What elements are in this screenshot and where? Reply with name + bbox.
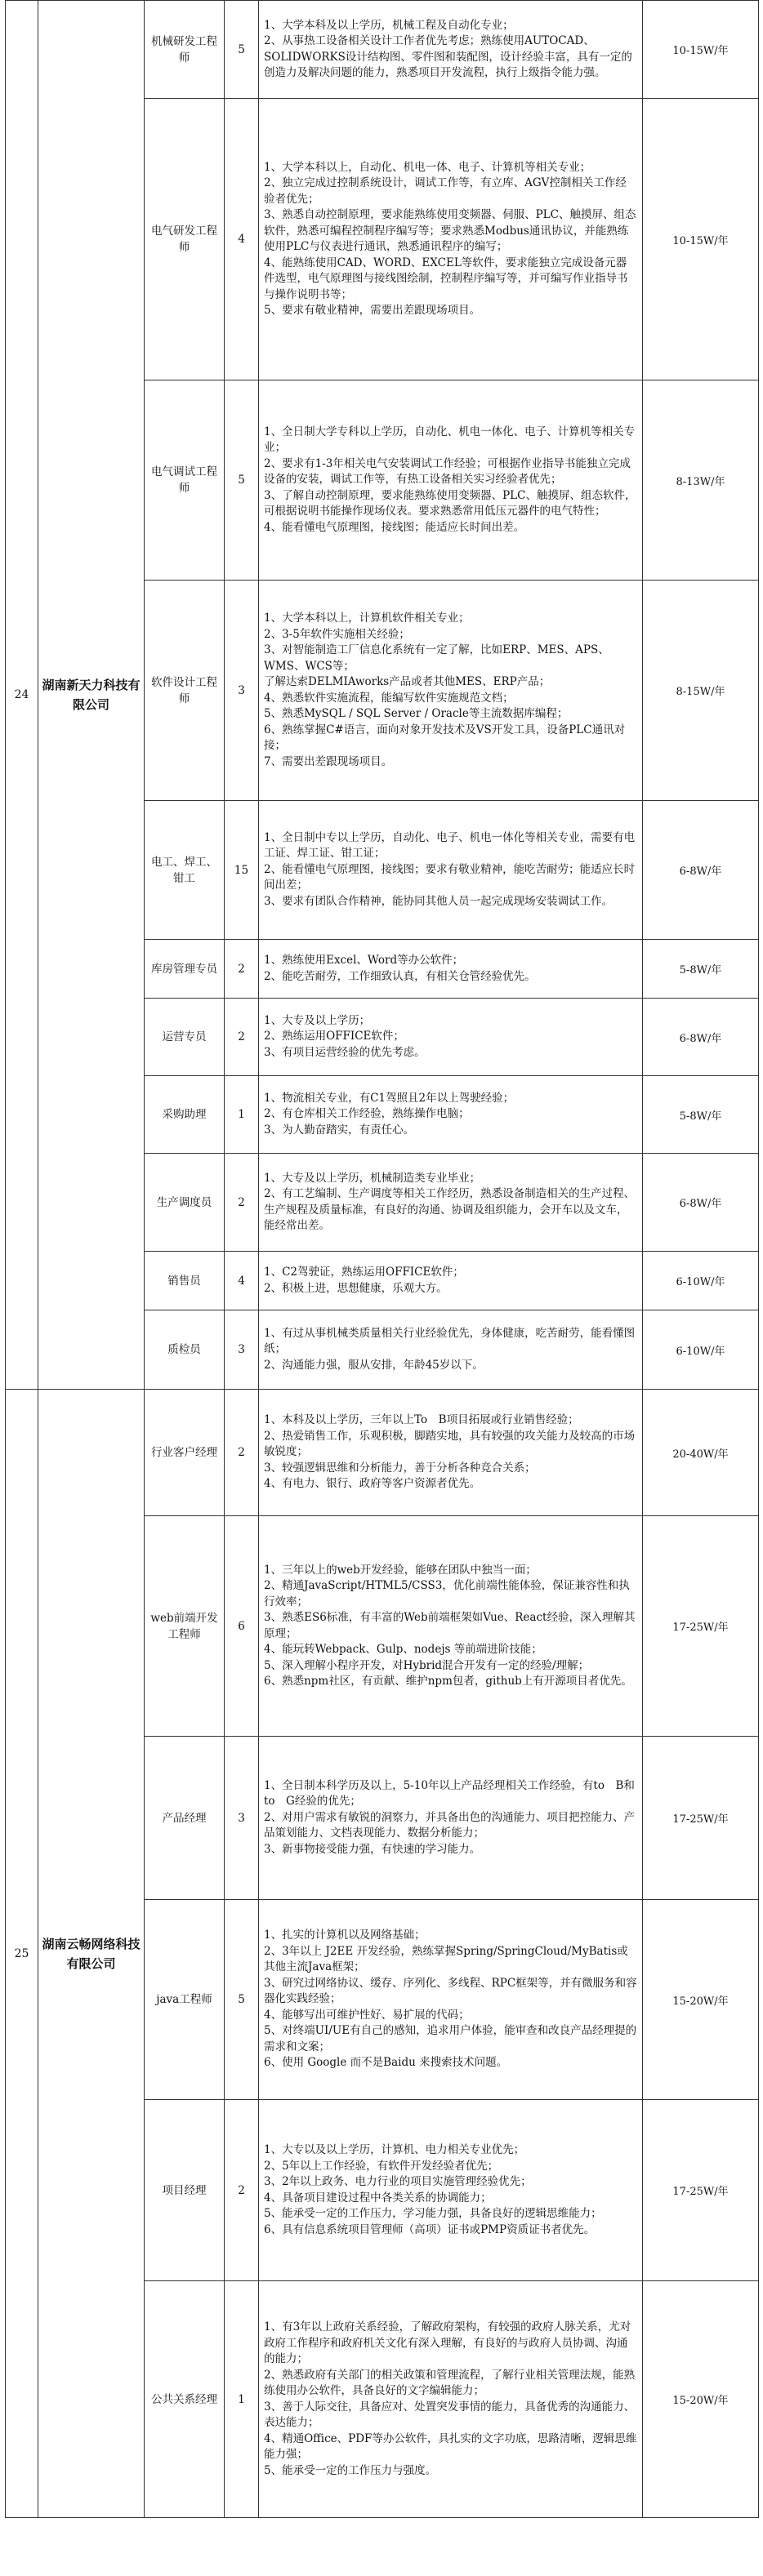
job-title: 公共关系经理 xyxy=(145,2281,225,2518)
requirement-line: 1、大学本科以上，自动化、机电一体、电子、计算机等相关专业； xyxy=(264,160,591,174)
headcount: 4 xyxy=(225,99,259,380)
requirement-line: 4、能够写出可维护性好、易扩展的代码； xyxy=(264,2008,470,2022)
requirement-line: 2、3-5年软件实施相关经验； xyxy=(264,627,410,641)
requirement-line: 3、熟悉自动控制原理，要求能熟练使用变频器、伺服、PLC、触摸屏、组态软件，熟悉可编程控制程序编写等；要求熟悉Modbus通讯协议，并能熟练使用PLC与仪表进行通讯，熟悉通讯程序的编写； xyxy=(264,208,636,253)
requirement-line: 4、精通Office、PDF等办公软件，具扎实的文字功底，思路清晰，逻辑思维能力强； xyxy=(264,2431,637,2461)
requirement-line: 1、本科及以上学历，三年以上To B项目拓展或行业销售经验； xyxy=(264,1413,579,1427)
requirement-line: 1、熟练使用Excel、Word等办公软件； xyxy=(264,954,464,967)
requirement-line: 1、大学本科以上，计算机软件相关专业； xyxy=(264,612,470,625)
requirement-line: 1、大学本科及以上学历，机械工程及自动化专业； xyxy=(264,18,514,32)
salary: 6-8W/年 xyxy=(643,801,759,940)
requirement-line: 1、有过从事机械类质量相关行业经验优先，身体健康，吃苦耐劳，能看懂图纸； xyxy=(264,1326,636,1356)
requirement-line: 7、需要出差跟现场项目。 xyxy=(264,754,393,768)
job-title: 项目经理 xyxy=(145,2100,225,2281)
requirement-line: 3、较强逻辑思维和分析能力，善于分析各种竞合关系； xyxy=(264,1461,536,1475)
requirement-line: 2、沟通能力强，服从安排，年龄45岁以下。 xyxy=(264,1358,484,1372)
salary: 10-15W/年 xyxy=(643,1,759,99)
job-title: 软件设计工程师 xyxy=(145,581,225,801)
company-name: 湖南新天力科技有限公司 xyxy=(38,1,145,1390)
requirement-line: 1、有3年以上政府关系经验，了解政府架构，有较强的政府人脉关系，尤对政府工作程序和政府机关文化有深入理解，有良好的与政府人员协调、沟通的能力； xyxy=(264,2320,631,2365)
requirement-line: 3、有项目运营经验的优先考虑。 xyxy=(264,1045,426,1059)
job-title: 机械研发工程师 xyxy=(145,1,225,99)
requirement-line: 1、大专及以上学历，机械制造类专业毕业； xyxy=(264,1171,481,1185)
requirement-line: 1、扎实的计算机以及网络基础； xyxy=(264,1929,426,1942)
requirement-line: 4、有电力、银行、政府等客户资源者优先。 xyxy=(264,1477,481,1491)
requirement-line: 5、要求有敬业精神，需要出差跟现场项目。 xyxy=(264,304,481,317)
headcount: 3 xyxy=(225,581,259,801)
headcount: 15 xyxy=(225,801,259,940)
requirement-line: 6、具有信息系统项目管理师（高项）证书或PMP资质证书者优先。 xyxy=(264,2222,596,2236)
headcount: 1 xyxy=(225,2281,259,2518)
job-requirements xyxy=(259,99,643,380)
requirement-line: 6、使用 Google 而不是Baidu 来搜索技术问题。 xyxy=(264,2056,508,2070)
requirement-line: 2、有仓库相关工作经验，熟练操作电脑； xyxy=(264,1107,470,1121)
requirement-line: 1、大专以及以上学历，计算机、电力相关专业优先； xyxy=(264,2143,525,2156)
requirement-line: 5、能承受一定的工作压力与强度。 xyxy=(264,2463,437,2477)
requirement-line: 1、全日制大学专科以上学历，自动化、机电一体化、电子、计算机等相关专业； xyxy=(264,425,636,455)
job-requirements xyxy=(259,1390,643,1516)
requirement-line: 2、熟练运用OFFICE软件； xyxy=(264,1030,404,1043)
salary: 20-40W/年 xyxy=(643,1390,759,1516)
requirement-line: 4、能玩转Webpack、Gulp、nodejs 等前端进阶技能； xyxy=(264,1643,542,1656)
job-requirements xyxy=(259,1737,643,1900)
job-title: 电气研发工程师 xyxy=(145,99,225,380)
job-requirements xyxy=(259,1,643,99)
job-requirements xyxy=(259,1154,643,1252)
requirement-line: 2、独立完成过控制系统设计，调试工作等，有立库、AGV控制相关工作经验者优先； xyxy=(264,176,627,206)
headcount: 4 xyxy=(225,1252,259,1310)
job-title: 质检员 xyxy=(145,1310,225,1390)
job-title: 电气调试工程师 xyxy=(145,380,225,581)
requirement-line: 2、能看懂电气原理图，接线图；要求有敬业精神，能吃苦耐劳；能适应长时间出差； xyxy=(264,862,636,892)
salary: 15-20W/年 xyxy=(643,2281,759,2518)
table-row xyxy=(6,1,759,99)
job-requirements xyxy=(259,1310,643,1390)
requirement-line: 2、5年以上工作经验，有软件开发经验者优先； xyxy=(264,2159,499,2173)
job-requirements xyxy=(259,999,643,1076)
requirement-line: 2、精通JavaScript/HTML5/CSS3，优化前端性能体验，保证兼容性和执行效率； xyxy=(264,1579,630,1608)
headcount: 2 xyxy=(225,1390,259,1516)
requirement-line: 2、有工艺编制、生产调度等相关工作经历，熟悉设备制造相关的生产过程、生产规程及质量标准，有良好的沟通、协调及组织能力，会开车以及文车，能经常出差。 xyxy=(264,1187,636,1232)
salary: 6-10W/年 xyxy=(643,1310,759,1390)
salary: 17-25W/年 xyxy=(643,1737,759,1900)
headcount: 3 xyxy=(225,1737,259,1900)
requirement-line: 3、为人勤奋踏实，有责任心。 xyxy=(264,1123,415,1137)
salary: 17-25W/年 xyxy=(643,1516,759,1737)
headcount: 5 xyxy=(225,1,259,99)
salary: 5-8W/年 xyxy=(643,940,759,999)
requirement-line: 3、了解自动控制原理，要求能熟练使用变频器、PLC、触摸屏、组态软件，可根据说明书能操作现场仪表。要求熟悉常用低压元器件的电气特性； xyxy=(264,488,636,518)
company-name: 湖南云畅网络科技有限公司 xyxy=(38,1390,145,2518)
salary: 6-8W/年 xyxy=(643,999,759,1076)
job-title: 库房管理专员 xyxy=(145,940,225,999)
salary: 10-15W/年 xyxy=(643,99,759,380)
job-requirements xyxy=(259,2281,643,2518)
headcount: 3 xyxy=(225,1310,259,1390)
job-requirements xyxy=(259,940,643,999)
job-requirements xyxy=(259,2100,643,2281)
recruitment-table xyxy=(5,0,759,2518)
requirement-line: 5、深入理解小程序开发，对Hybrid混合开发有一定的经验/理解； xyxy=(264,1658,590,1672)
requirement-line: 2、要求有1-3年相关电气安装调试工作经验；可根据作业指导书能独立完成设备的安装，调试工作等，有热工设备相关实习经验者优先； xyxy=(264,456,631,487)
job-title: 运营专员 xyxy=(145,999,225,1076)
requirement-line: 1、全日制本科学历及以上，5-10年以上产品经理相关工作经验，有to B和to G经验的优先； xyxy=(264,1778,635,1809)
table-row xyxy=(6,1390,759,1516)
requirement-line: 2、积极上进，思想健康，乐观大方。 xyxy=(264,1281,448,1295)
requirement-line: 2、从事热工设备相关设计工作者优先考虑；熟练使用AUTOCAD、SOLIDWORKS设计结构图、零件图和装配图，设计经验丰富，具有一定的创造力及解决问题的能力，熟悉项目开发流程，执行上级指令能力强。 xyxy=(264,34,632,79)
job-title: 销售员 xyxy=(145,1252,225,1310)
requirement-line: 2、对用户需求有敏锐的洞察力，并具备出色的沟通能力、项目把控能力、产品策划能力、文档表现能力、数据分析能力； xyxy=(264,1810,636,1840)
job-title: web前端开发工程师 xyxy=(145,1516,225,1737)
job-requirements xyxy=(259,1900,643,2100)
requirement-line: 6、熟悉npm社区，有贡献、维护npm包者，github上有开源项目者优先。 xyxy=(264,1675,632,1688)
requirement-line: 了解达索DELMIAworks产品或者其他MES、ERP产品； xyxy=(264,675,551,688)
salary: 6-8W/年 xyxy=(643,1154,759,1252)
requirement-line: 5、熟悉MySQL / SQL Server / Oracle等主流数据库编程； xyxy=(264,707,569,720)
requirement-line: 6、熟练掌握C#语言，面向对象开发技术及VS开发工具，设备PLC通讯对接； xyxy=(264,723,626,752)
requirement-line: 5、能承受一定的工作压力，学习能力强，具备良好的逻辑思维能力； xyxy=(264,2207,602,2220)
requirement-line: 3、2年以上政务、电力行业的项目实施管理经验优先； xyxy=(264,2175,532,2188)
salary: 5-8W/年 xyxy=(643,1076,759,1154)
company-index: 25 xyxy=(6,1390,38,2518)
salary: 8-15W/年 xyxy=(643,581,759,801)
headcount: 5 xyxy=(225,1900,259,2100)
salary: 6-10W/年 xyxy=(643,1252,759,1310)
requirement-line: 3、研究过网络协议、缓存、序列化、多线程、RPC框架等，并有微服务和容器化实践经验； xyxy=(264,1976,637,2006)
requirement-line: 3、对智能制造工厂信息化系统有一定了解，比如ERP、MES、APS、WMS、WCS等； xyxy=(264,643,609,673)
requirement-line: 4、具备项目建设过程中各类关系的协调能力； xyxy=(264,2191,492,2205)
headcount: 5 xyxy=(225,380,259,581)
headcount: 1 xyxy=(225,1076,259,1154)
requirement-line: 3、熟悉ES6标准，有丰富的Web前端框架如Vue、React经验，深入理解其原理； xyxy=(264,1611,636,1640)
headcount: 6 xyxy=(225,1516,259,1737)
headcount: 2 xyxy=(225,2100,259,2281)
requirement-line: 3、新事物接受能力强，有快速的学习能力。 xyxy=(264,1842,481,1856)
job-title: 行业客户经理 xyxy=(145,1390,225,1516)
requirement-line: 2、3年以上 J2EE 开发经验，熟练掌握Spring/SpringCloud/MyBatis或其他主流Java框架； xyxy=(264,1944,628,1974)
company-index: 24 xyxy=(6,1,38,1390)
requirement-line: 5、对终端UI/UE有自己的感知，追求用户体验，能审查和改良产品经理提的需求和文案； xyxy=(264,2024,637,2053)
headcount: 2 xyxy=(225,940,259,999)
job-requirements xyxy=(259,1252,643,1310)
requirement-line: 4、熟悉软件实施流程，能编写软件实施规范文档； xyxy=(264,691,514,705)
job-title: 电工、焊工、钳工 xyxy=(145,801,225,940)
job-requirements xyxy=(259,1076,643,1154)
requirement-line: 2、能吃苦耐劳，工作细致认真，有相关仓管经验优先。 xyxy=(264,969,536,983)
job-title: 生产调度员 xyxy=(145,1154,225,1252)
requirement-line: 3、要求有团队合作精神，能协同其他人员一起完成现场安装调试工作。 xyxy=(264,894,614,908)
requirement-line: 3、善于人际交往，具备应对、处置突发事情的能力，具备优秀的沟通能力、表达能力； xyxy=(264,2400,636,2429)
requirement-line: 2、熟悉政府有关部门的相关政策和管理流程，了解行业相关管理法规，能熟练使用办公软件，具备良好的文字编辑能力； xyxy=(264,2368,636,2397)
salary: 17-25W/年 xyxy=(643,2100,759,2281)
requirement-line: 2、热爱销售工作，乐观积极，脚踏实地，具有较强的攻关能力及较高的市场敏锐度； xyxy=(264,1429,636,1459)
job-requirements xyxy=(259,1516,643,1737)
job-title: 采购助理 xyxy=(145,1076,225,1154)
job-title: 产品经理 xyxy=(145,1737,225,1900)
job-requirements xyxy=(259,581,643,801)
requirement-line: 1、三年以上的web开发经验，能够在团队中独当一面； xyxy=(264,1563,537,1577)
requirement-line: 4、能看懂电气原理图，接线图；能适应长时间出差。 xyxy=(264,520,525,534)
salary: 8-13W/年 xyxy=(643,380,759,581)
requirement-line: 1、物流相关专业，有C1驾照且2年以上驾驶经验； xyxy=(264,1091,515,1105)
requirement-line: 1、全日制中专以上学历，自动化、电子、机电一体化等相关专业，需要有电工证、焊工证、钳工证； xyxy=(264,830,636,861)
requirement-line: 1、C2驾驶证，熟练运用OFFICE软件； xyxy=(264,1266,464,1279)
requirement-line: 1、大专及以上学历； xyxy=(264,1013,371,1027)
job-requirements xyxy=(259,380,643,581)
headcount: 2 xyxy=(225,999,259,1076)
salary: 15-20W/年 xyxy=(643,1900,759,2100)
requirement-line: 4、能熟练使用CAD、WORD、EXCEL等软件，要求能独立完成设备元器件选型，电气原理图与接线图绘制，控制程序编写等，并可编写作业指导书与操作说明书等； xyxy=(264,256,628,301)
headcount: 2 xyxy=(225,1154,259,1252)
job-title: java工程师 xyxy=(145,1900,225,2100)
job-requirements xyxy=(259,801,643,940)
